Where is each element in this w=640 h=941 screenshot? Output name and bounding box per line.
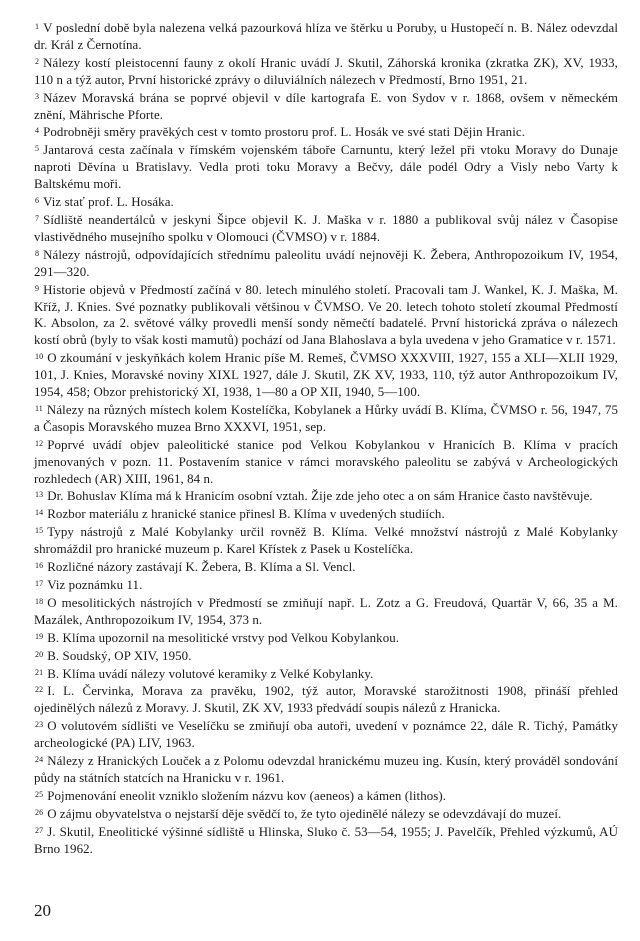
footnote-1: [34, 20, 618, 54]
footnote-text: Viz stať prof. L. Hosáka.: [43, 195, 174, 210]
footnote-number: 20: [35, 649, 44, 659]
footnote-10: [34, 350, 618, 401]
footnote-14: [34, 506, 618, 523]
footnote-text: Sídliště neandertálců v jeskyni Šipce objevil K. J. Maška v r. 1880 a publikoval svůj nález v Časopise vlastivědného musejního spolku v Olomouci (ČVMSO) v r. 1884.: [34, 212, 618, 244]
footnote-number: 23: [35, 720, 44, 730]
footnote-15: [34, 524, 618, 558]
footnote-9: [34, 282, 618, 350]
footnote-4: [34, 124, 618, 141]
footnote-5: [34, 142, 618, 193]
footnote-12: [34, 437, 618, 488]
footnote-number: 9: [35, 283, 40, 293]
footnote-3: [34, 90, 618, 124]
footnote-number: 21: [35, 667, 44, 677]
footnote-number: 22: [35, 685, 44, 695]
footnote-text: Nálezy kostí pleistocenní fauny z okolí Hranic uvádí J. Skutil, Záhorská kronika (zkratka ZK), XV, 1933, 110 n a týž autor, První historické zprávy o diluviálních nálezech v Předmostí, Brno 1951, 21.: [34, 55, 618, 87]
footnote-18: [34, 595, 618, 629]
footnote-24: [34, 753, 618, 787]
footnote-number: 8: [35, 248, 40, 258]
footnote-text: Pojmenování eneolit vzniklo složením názvu kov (aeneos) a kámen (lithos).: [47, 788, 447, 803]
footnote-text: Nálezy z Hranických Louček a z Polomu odevzdal hranickému muzeu ing. Kusín, který prováděl sondování půdy na státních statcích na Hranicku v r. 1961.: [34, 754, 618, 785]
footnote-2: [34, 55, 618, 89]
footnote-text: Rozličné názory zastávají K. Žebera, B. Klíma a Sl. Vencl.: [47, 560, 356, 575]
page-number: 20: [34, 901, 51, 920]
footnote-number: 18: [35, 596, 44, 606]
footnote-number: 4: [35, 126, 40, 136]
footnote-26: [34, 806, 618, 823]
footnote-text: Nálezy na různých místech kolem Kostelíčka, Kobylanek a Hůrky uvádí B. Klíma, ČVMSO r. 56, 1947, 75 a Časopis Moravského muzea Brno XXXVI, 1951, sep.: [34, 402, 618, 434]
footnote-text: O zájmu obyvatelstva o nejstarší děje svědčí to, že tyto ojedinělé nálezy se odevzdávají do muzeí.: [47, 806, 562, 821]
footnote-7: [34, 212, 618, 246]
footnote-number: 19: [35, 631, 44, 641]
footnote-number: 12: [35, 438, 44, 448]
footnote-number: 6: [35, 196, 40, 206]
footnote-number: 2: [35, 56, 40, 66]
footnote-text: Typy nástrojů z Malé Kobylanky určil rovněž B. Klíma. Velké množství nástrojů z Malé Kobylanky shromáždil pro hranické muzeum p. Karel Křístek z Pasek u Kostelíčka.: [34, 525, 618, 557]
footnote-text: Nálezy nástrojů, odpovídajících střednímu paleolitu uvádí nejnověji K. Žebera, Anthropozoikum IV, 1954, 291—320.: [34, 247, 618, 279]
footnote-23: [34, 718, 618, 752]
footnote-11: [34, 402, 618, 436]
footnote-number: 26: [35, 807, 44, 817]
footnote-text: Název Moravská brána se poprvé objevil v díle kartografa E. von Sydov v r. 1868, ovšem v německém znění, Mährische Pforte.: [34, 90, 618, 122]
footnote-text: B. Klíma uvádí nálezy volutové keramiky z Velké Kobylanky.: [47, 666, 374, 681]
footnote-text: B. Klíma upozornil na mesolitické vrstvy pod Velkou Kobylankou.: [47, 630, 400, 645]
footnote-number: 17: [35, 579, 44, 588]
footnote-text: O mesolitických nástrojích v Předmostí se zmiňují např. L. Zotz a G. Freudová, Quartär V, 66, 35 a M. Mazálek, Anthropozoikum IV, 1954, 373 n.: [34, 595, 618, 627]
footnote-text: Podrobněji směry pravěkých cest v tomto prostoru prof. L. Hosák ve své stati Dějin Hranic.: [43, 125, 526, 140]
footnote-number: 16: [35, 561, 44, 571]
footnote-number: 25: [35, 789, 44, 799]
footnote-6: [34, 194, 618, 211]
footnote-20: [34, 648, 618, 665]
footnote-number: 14: [35, 508, 44, 518]
footnote-22: [34, 683, 618, 717]
footnote-number: 24: [35, 755, 44, 765]
footnote-number: 27: [35, 825, 44, 835]
footnotes-block: [34, 20, 618, 859]
footnote-number: 15: [35, 526, 44, 536]
footnote-27: [34, 824, 618, 858]
footnote-text: J. Skutil, Eneolitické výšinné sídliště u Hlinska, Sluko č. 53—54, 1955; J. Pavelčík, Přehled výzkumů, AÚ Brno 1962.: [34, 824, 618, 856]
footnote-text: O volutovém sídlišti ve Veselíčku se zmiňují oba autoři, uvedení v poznámce 22, dále R. Tichý, Památky archeologické (PA) LIV, 1963.: [34, 719, 618, 751]
footnote-text: I. L. Červinka, Morava za pravěku, 1902, týž autor, Moravské starožitnosti 1908, přináší přehled ojedinělých nálezů z Moravy. J. Skutil, ZK XV, 1933 předvádí soupis nálezů z Hranicka.: [34, 684, 618, 716]
footnote-text: Rozbor materiálu z hranické stanice přinesl B. Klíma v uvedených studiích.: [47, 507, 445, 522]
footnote-text: O zkoumání v jeskyňkách kolem Hranic píše M. Remeš, ČVMSO XXXVIII, 1927, 155 a XLI—XLII 1929, 101, J. Knies, Moravské noviny XIXL 1927, dále J. Skutil, ZK XV, 1933, 110, týž autor Anthropozoikum IV, 1954, 458; Obzor prehistorický XI, 1938, 1—80 a OP XII, 1940, 5—100.: [34, 351, 618, 400]
footnote-number: 5: [35, 144, 40, 154]
footnote-25: [34, 788, 618, 805]
footnote-13: [34, 488, 618, 505]
footnote-text: Jantarová cesta začínala v římském vojenském táboře Carnuntu, který ležel při vtoku Moravy do Dunaje naproti Děvína u Bratislavy. Vedla proti toku Moravy a Bečvy, dále podél Odry a Visly nebo Varty k Baltskému moři.: [34, 143, 618, 192]
footnote-text: Historie objevů v Předmostí začíná v 80. letech minulého století. Pracovali tam J. Wankel, K. J. Maška, M. Kříž, J. Knies. Své poznatky publikovali většinou v ČVMSO. Ve 20. letech tohoto století zkoumal Předmostí K. Absolon, za 2. světové války provedli menší sondy němečtí badatelé. První historická zpráva o nálezech kostí obrů (byly to však kosti mamutů) pochází od Jana Blahoslava a byla uvedena v jeho Gramatice v r. 1571.: [34, 282, 618, 348]
footnote-number: 7: [35, 213, 40, 223]
footnote-text: Dr. Bohuslav Klíma má k Hranicím osobní vztah. Žije zde jeho otec a on sám Hranice často navštěvuje.: [47, 489, 593, 504]
footnote-21: [34, 666, 618, 683]
footnote-number: 3: [35, 91, 40, 101]
footnote-number: 13: [35, 490, 44, 500]
footnote-number: 1: [35, 22, 40, 31]
footnote-number: 11: [35, 403, 43, 413]
footnote-text: Viz poznámku 11.: [47, 578, 143, 592]
footnote-text: B. Soudský, OP XIV, 1950.: [47, 648, 192, 663]
footnote-17: [34, 577, 618, 594]
footnote-number: 10: [35, 352, 44, 362]
footnote-text: V poslední době byla nalezena velká pazourková hlíza ve štěrku u Poruby, u Hustopečí n. B. Nález odevzdal dr. Král z Černotína.: [34, 21, 618, 52]
footnote-19: [34, 630, 618, 647]
footnote-text: Poprvé uvádí objev paleolitické stanice pod Velkou Kobylankou v Hranicích B. Klíma v pracích jmenovaných v pozn. 11. Postavením stanice v rámci moravského paleolitu se zabývá v Archeologických rozhledech (AR) XIII, 1961, 84 n.: [34, 437, 618, 486]
footnote-16: [34, 559, 618, 576]
footnote-8: [34, 247, 618, 281]
